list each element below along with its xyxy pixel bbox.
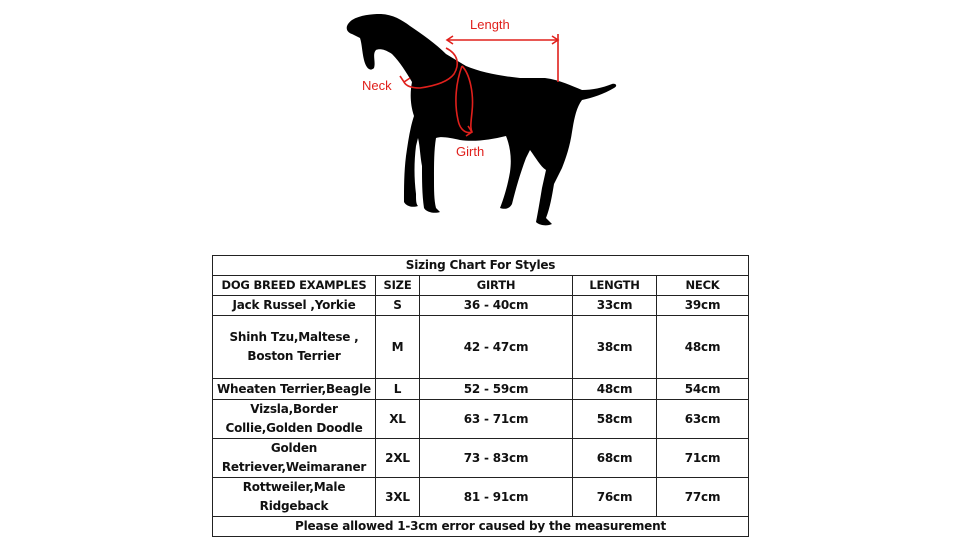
size-cell: XL [376, 400, 420, 439]
table-row [213, 478, 749, 517]
neck-label: Neck [362, 78, 392, 93]
length-cell: 48cm [573, 379, 657, 400]
girth-cell: 36 - 40cm [420, 296, 573, 316]
size-cell: 2XL [376, 439, 420, 478]
sizing-chart-table [212, 255, 749, 537]
table-row [213, 400, 749, 439]
dog-silhouette-icon [340, 8, 630, 236]
girth-cell: 63 - 71cm [420, 400, 573, 439]
girth-cell: 42 - 47cm [420, 316, 573, 379]
table-title-row [213, 256, 749, 276]
breed-cell: Rottweiler,Male Ridgeback [213, 478, 376, 517]
breed-cell: Jack Russel ,Yorkie [213, 296, 376, 316]
table-row [213, 379, 749, 400]
header-neck: NECK [657, 276, 749, 296]
size-cell: L [376, 379, 420, 400]
measurement-note: Please allowed 1-3cm error caused by the measurement [213, 517, 749, 537]
table-header-row [213, 276, 749, 296]
header-girth: GIRTH [420, 276, 573, 296]
breed-cell: Wheaten Terrier,Beagle [213, 379, 376, 400]
breed-cell: Shinh Tzu,Maltese , Boston Terrier [213, 316, 376, 379]
table-title: Sizing Chart For Styles [213, 256, 749, 276]
breed-cell: Golden Retriever,Weimaraner [213, 439, 376, 478]
header-size: SIZE [376, 276, 420, 296]
size-cell: S [376, 296, 420, 316]
table-note-row [213, 517, 749, 537]
length-cell: 68cm [573, 439, 657, 478]
length-label: Length [470, 17, 510, 32]
neck-cell: 54cm [657, 379, 749, 400]
breed-cell: Vizsla,Border Collie,Golden Doodle [213, 400, 376, 439]
dog-measurement-figure [340, 8, 630, 236]
neck-cell: 71cm [657, 439, 749, 478]
length-cell: 76cm [573, 478, 657, 517]
table-row [213, 316, 749, 379]
table-row [213, 439, 749, 478]
table-row [213, 296, 749, 316]
neck-cell: 77cm [657, 478, 749, 517]
header-breed: DOG BREED EXAMPLES [213, 276, 376, 296]
length-cell: 33cm [573, 296, 657, 316]
girth-cell: 81 - 91cm [420, 478, 573, 517]
neck-arrow-head [400, 76, 410, 82]
girth-cell: 73 - 83cm [420, 439, 573, 478]
size-cell: M [376, 316, 420, 379]
length-cell: 58cm [573, 400, 657, 439]
header-length: LENGTH [573, 276, 657, 296]
girth-label: Girth [456, 144, 485, 159]
size-cell: 3XL [376, 478, 420, 517]
girth-cell: 52 - 59cm [420, 379, 573, 400]
neck-cell: 63cm [657, 400, 749, 439]
neck-cell: 48cm [657, 316, 749, 379]
length-cell: 38cm [573, 316, 657, 379]
neck-cell: 39cm [657, 296, 749, 316]
